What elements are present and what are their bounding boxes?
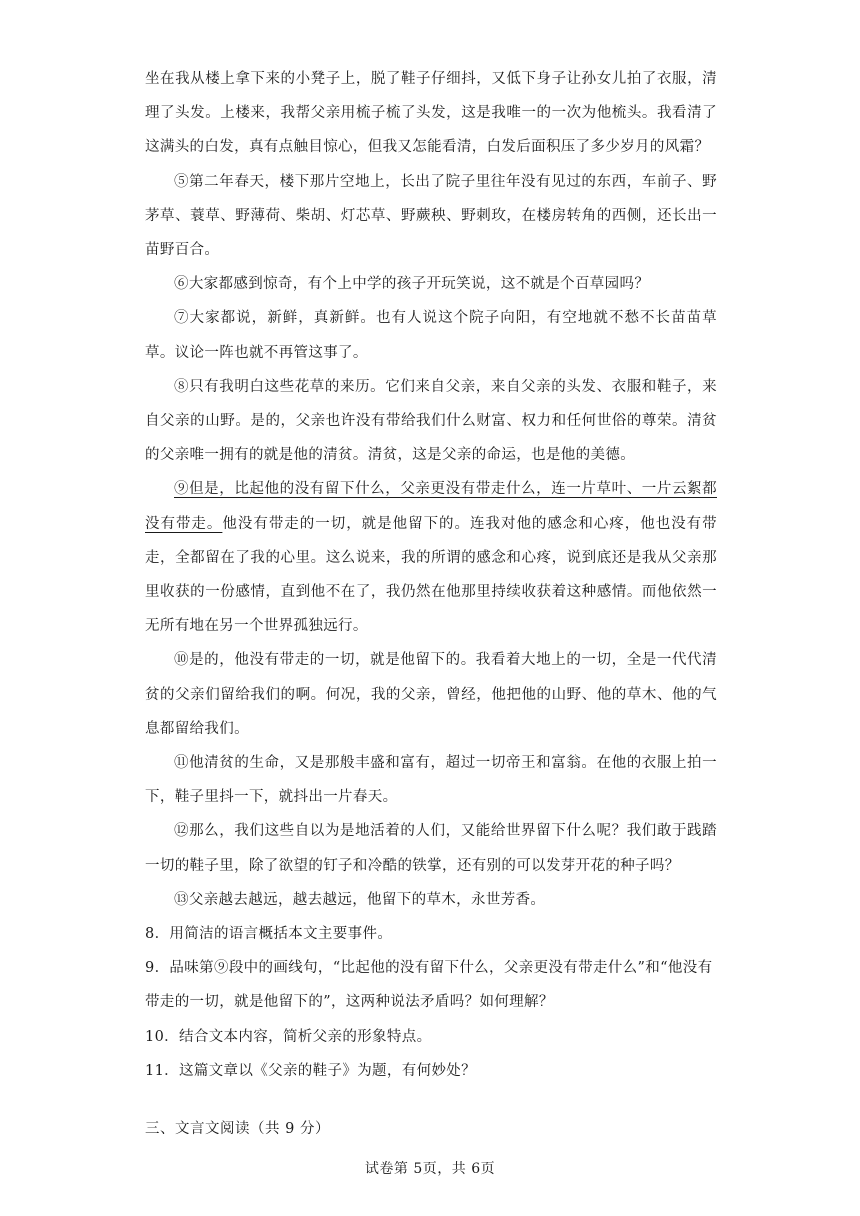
paragraph-11: ⑪他清贫的生命，又是那般丰盛和富有，超过一切帝王和富翁。在他的衣服上拍一下，鞋子里抖一下，就抖出一片春天。 <box>145 755 717 806</box>
paragraph-13: ⑬父亲越去越远，越去越远，他留下的草木，永世芳香。 <box>174 891 546 908</box>
question-9: 9．品味第⑨段中的画线句，“比起他的没有留下什么，父亲更没有带走什么”和“他没有带走的一切，就是他留下的”，这两种说法矛盾吗？如何理解？ <box>145 960 713 1011</box>
underlined-sentence: ⑨但是，比起他的没有留下什么，父亲更没有带走什么，连一片草叶、一片云絮都没有带走。 <box>145 481 717 532</box>
paragraph-5: ⑤第二年春天，楼下那片空地上，长出了院子里往年没有见过的东西，车前子、野茅草、蓑草、野薄荷、柴胡、灯芯草、野蕨秧、野刺玫，在楼房转角的西侧，还长出一苗野百合。 <box>145 173 717 259</box>
question-10: 10．结合文本内容，简析父亲的形象特点。 <box>145 1028 432 1045</box>
question-11: 11．这篇文章以《父亲的鞋子》为题，有何妙处？ <box>145 1062 476 1079</box>
paragraph-10: ⑩是的，他没有带走的一切，就是他留下的。我看着大地上的一切，全是一代代清贫的父亲们留给我们的啊。何况，我的父亲，曾经，他把他的山野、他的草木、他的气息都留给我们。 <box>145 652 717 737</box>
paragraph-continued: 坐在我从楼上拿下来的小凳子上，脱了鞋子仔细抖，又低下身子让孙女儿拍了衣服，清理了头发。上楼来，我帮父亲用梳子梳了头发，这是我唯一的一次为他梳头。我看清了这满头的白发，真有点触目惊心，但我又怎能看清，白发后面积压了多少岁月的风霜？ <box>145 71 717 156</box>
question-list <box>145 917 717 1088</box>
paragraph-9-rest: 他没有带走的一切，就是他留下的。连我对他的感念和心疼，他也没有带走，全都留在了我的心里。这么说来，我的所谓的感念和心疼，说到底还是我从父亲那里收获的一份感情，直到他不在了，我仍然在他那里持续收获着这种感情。而他依然一无所有地在另一个世界孤独远行。 <box>145 515 718 635</box>
paragraph-8: ⑧只有我明白这些花草的来历。它们来自父亲，来自父亲的头发、衣服和鞋子，来自父亲的山野。是的，父亲也许没有带给我们什么财富、权力和任何世俗的尊荣。清贫的父亲唯一拥有的就是他的清贫。清贫，这是父亲的命运，也是他的美德。 <box>145 378 717 464</box>
article-body <box>145 62 717 1088</box>
paragraph-7: ⑦大家都说，新鲜，真新鲜。也有人说这个院子向阳，有空地就不愁不长苗苗草草。议论一阵也就不再管这事了。 <box>145 310 717 361</box>
paragraph-9 <box>145 472 717 643</box>
section-title: 三、文言文阅读（共 9 分） <box>145 1121 330 1137</box>
paragraph-6: ⑥大家都感到惊奇，有个上中学的孩子开玩笑说，这不就是个百草园吗？ <box>174 276 650 293</box>
page-footer: 试卷第 5页，共 6页 <box>364 1161 496 1177</box>
question-8: 8．用简洁的语言概括本文主要事件。 <box>145 926 393 943</box>
paragraph-12: ⑫那么，我们这些自以为是地活着的人们，又能给世界留下什么呢？我们敢于践踏一切的鞋子里，除了欲望的钉子和冷酷的铁掌，还有别的可以发芽开花的种子吗？ <box>145 823 717 874</box>
